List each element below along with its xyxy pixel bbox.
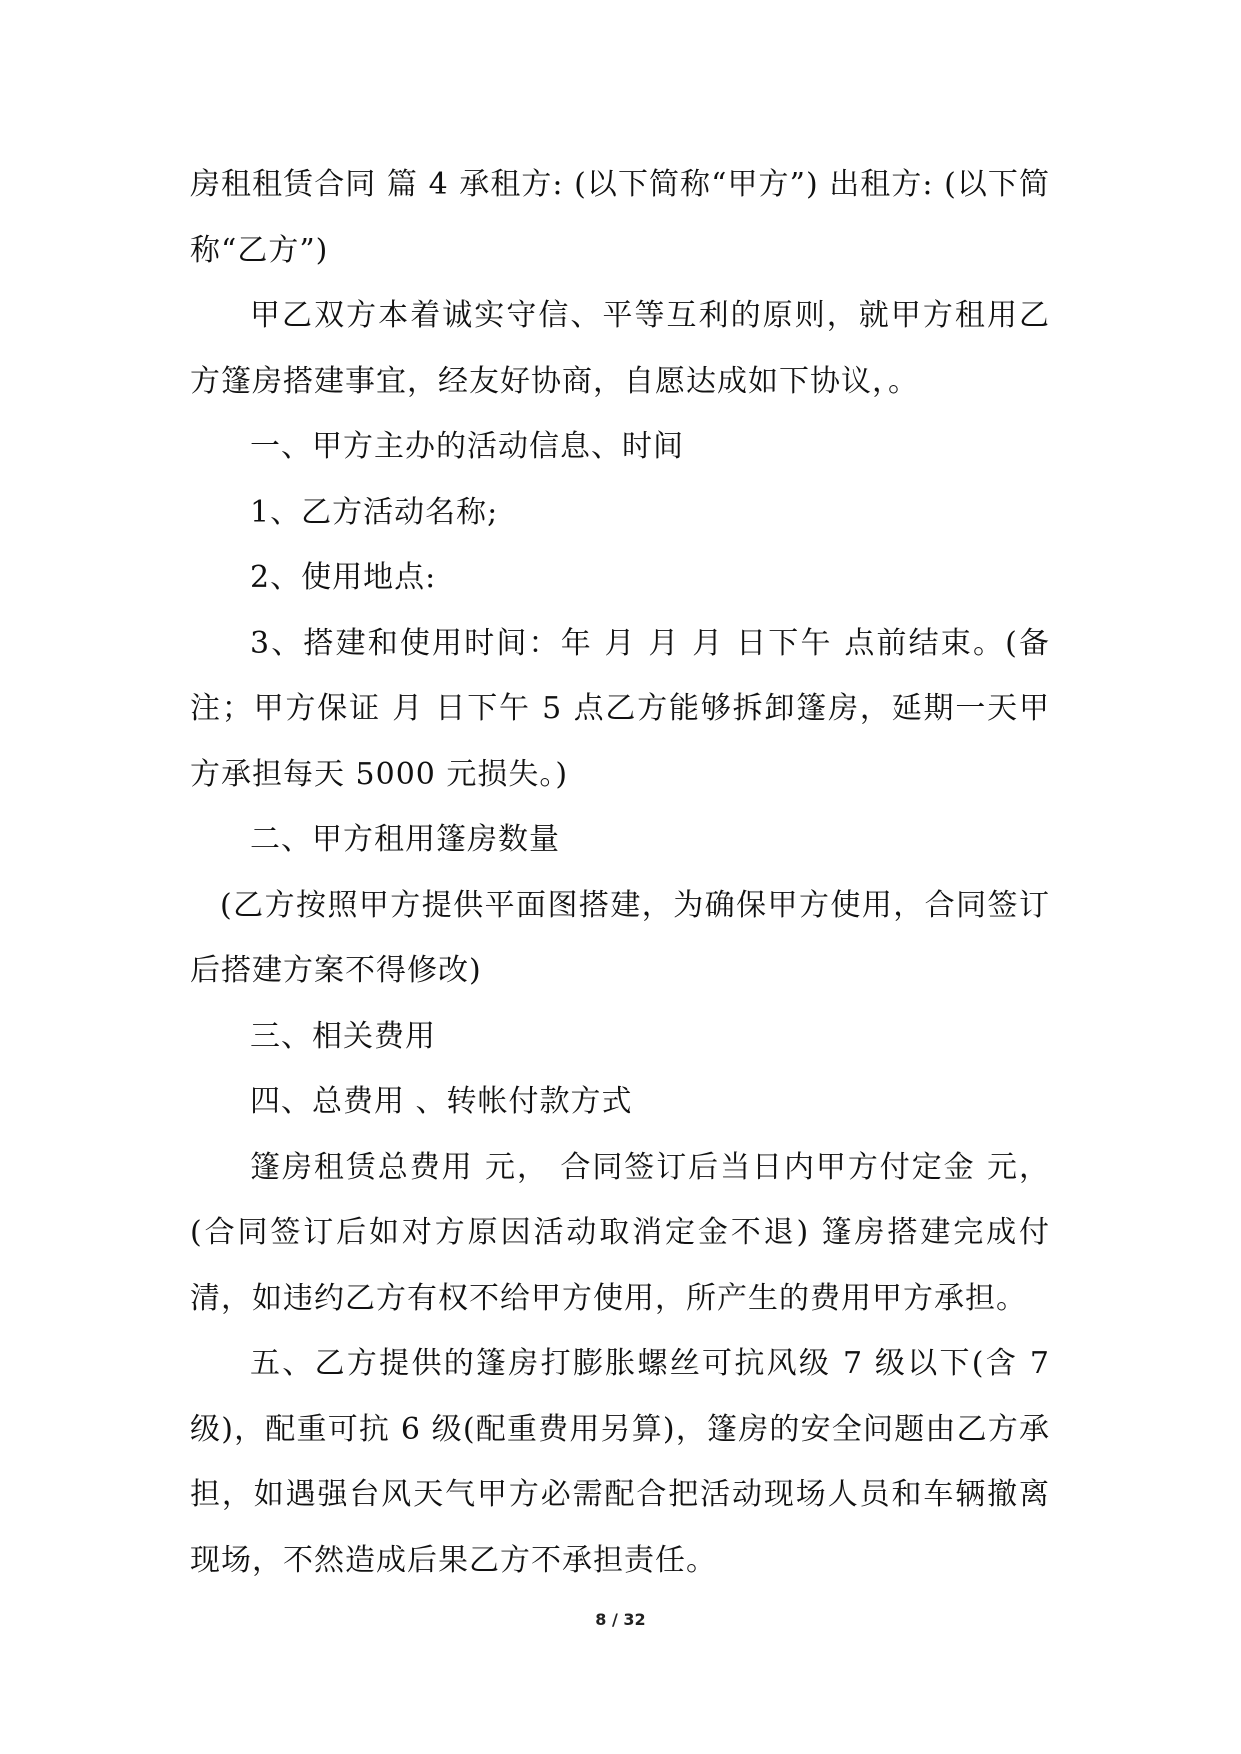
section-2-note: (乙方按照甲方提供平面图搭建，为确保甲方使用，合同签订后搭建方案不得修改): [190, 887, 1050, 988]
section-heading-4: 四、总费用 、转帐付款方式: [250, 1084, 633, 1119]
section-heading-1: 一、甲方主办的活动信息、时间: [250, 429, 684, 464]
payment-paragraph: 篷房租赁总费用 元， 合同签订后当日内甲方付定金 元，(合同签订后如对方原因活动取消定金不退) 篷房搭建完成付清，如违约乙方有权不给甲方使用，所产生的费用甲方承担。: [190, 1149, 1050, 1316]
list-item-3: 3、搭建和使用时间：年 月 月 月 日下午 点前结束。(备注；甲方保证 月 日下午 5 点乙方能够拆卸篷房，延期一天甲方承担每天 5000 元损失。): [190, 625, 1050, 792]
document-body: [190, 152, 1050, 1593]
intro-paragraph: 甲乙双方本着诚实守信、平等互利的原则，就甲方租用乙方篷房搭建事宜，经友好协商，自愿达成如下协议，。: [190, 298, 1050, 399]
section-5-paragraph: 五、乙方提供的篷房打膨胀螺丝可抗风级 7 级以下(含 7 级)，配重可抗 6 级(配重费用另算)，篷房的安全问题由乙方承担，如遇强台风天气甲方必需配合把活动现场人员和车辆撤离现场，不然造成后果乙方不承担责任。: [190, 1346, 1050, 1578]
section-heading-3: 三、相关费用: [250, 1018, 436, 1054]
list-item-1: 1、乙方活动名称;: [250, 494, 499, 530]
page-number: 8 / 32: [595, 1610, 646, 1629]
section-heading-2: 二、甲方租用篷房数量: [250, 822, 560, 857]
list-item-2: 2、使用地点:: [250, 560, 437, 595]
heading-paragraph: 房租租赁合同 篇 4 承租方: (以下简称“甲方”) 出租方: (以下简称“乙方”): [190, 167, 1050, 268]
